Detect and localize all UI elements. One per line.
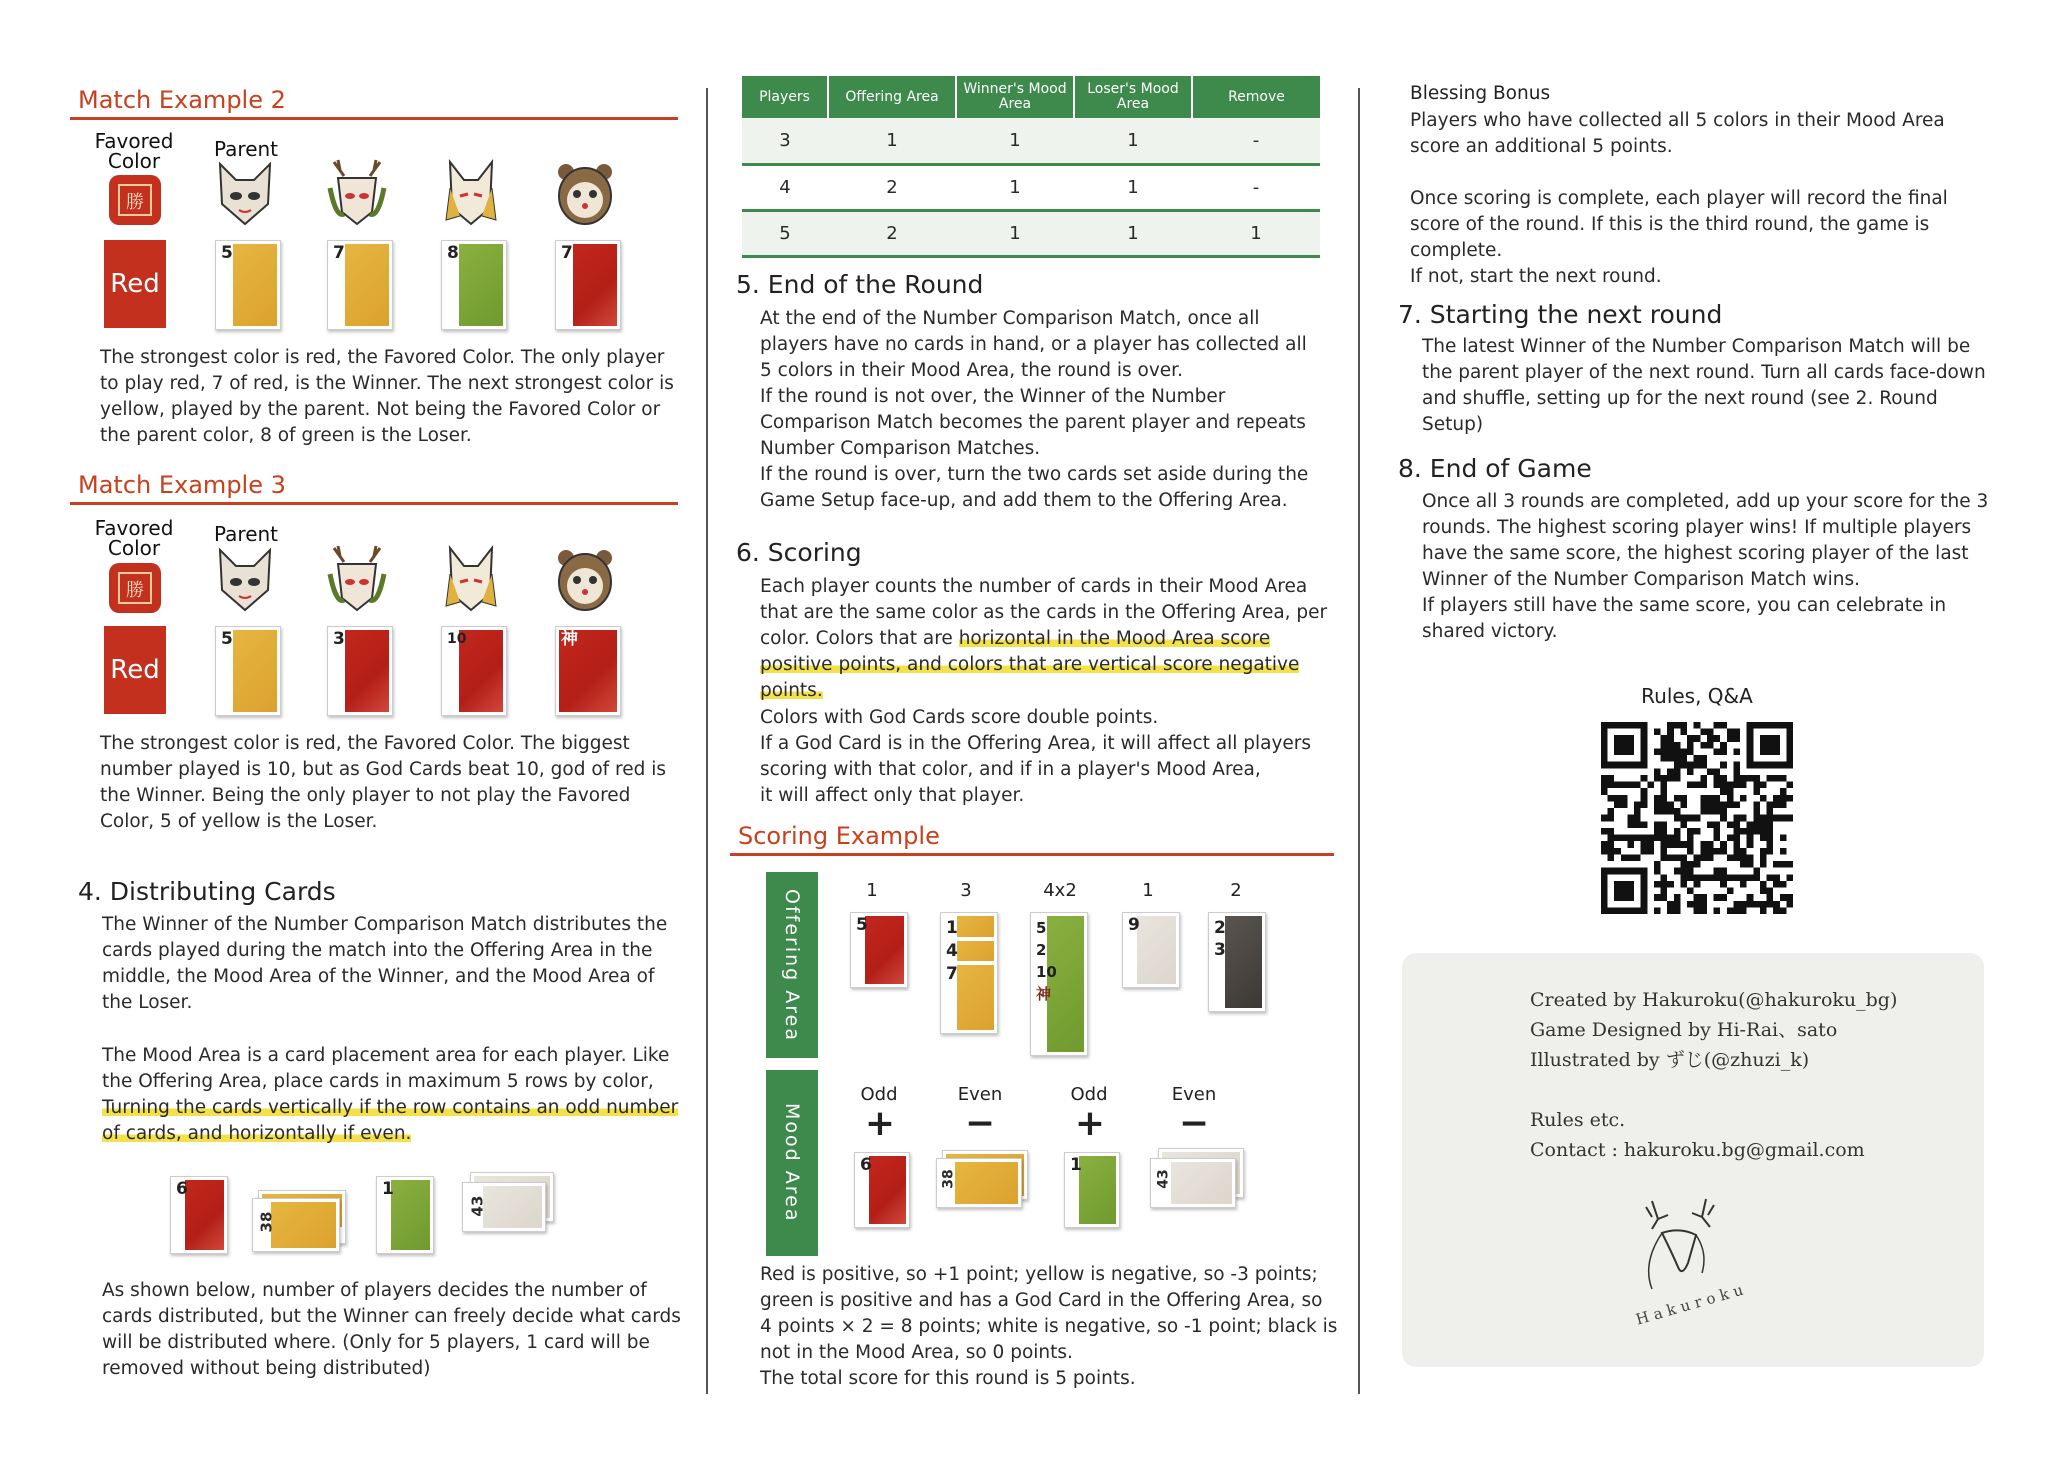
played-card: 5	[215, 240, 281, 330]
favored-color-label: Favored Color	[94, 516, 174, 560]
favored-color-red-box: Red	[104, 626, 166, 714]
offering-count: 3	[960, 880, 972, 901]
cat-mask-icon	[214, 158, 276, 228]
credit-line: Game Designed by Hi-Rai、sato	[1530, 1019, 1838, 1041]
section-rule	[70, 117, 678, 120]
played-card: 7	[555, 240, 621, 330]
played-card: 3	[327, 626, 393, 716]
match-example-3-text: The strongest color is red, the Favored Color. The biggest number played is 10, but as God Cards beat 10, god of red is the Winner. Being the only player to not play the Favored Color, 5 of yellow is the Loser.	[100, 733, 667, 832]
mood-card-red: 6	[854, 1152, 910, 1228]
credit-line: Illustrated by ずじ(@zhuzi_k)	[1530, 1049, 1810, 1071]
svg-text:勝: 勝	[126, 580, 144, 601]
parent-label: Parent	[214, 522, 279, 546]
table-row: 4 2 1 1 -	[742, 164, 1320, 210]
distribution-table	[742, 76, 1320, 258]
offering-count: 4x2	[1043, 880, 1077, 901]
scoring-p2: Colors with God Cards score double points. If a God Card is in the Offering Area, it will affect all players scoring with that color, and if in a player's Mood Area, it will affect only that player.	[760, 707, 1312, 806]
played-card: 5	[215, 626, 281, 716]
vertical-card-example: 6	[170, 1176, 228, 1254]
qr-label: Rules, Q&A	[1641, 684, 1753, 708]
deer-mask-icon	[326, 158, 388, 228]
favored-emblem-icon	[106, 560, 164, 616]
column-divider	[706, 88, 708, 1394]
parent-label: Parent	[214, 137, 279, 161]
column-divider	[1358, 88, 1360, 1394]
favored-emblem-icon	[106, 172, 164, 228]
parity-label: Odd	[1070, 1084, 1108, 1105]
table-header: Players	[742, 76, 828, 118]
end-of-game-title: 8. End of Game	[1398, 454, 1592, 483]
offering-area-label: Offering Area	[766, 872, 818, 1058]
end-of-round-text: At the end of the Number Comparison Match, once all players have no cards in hand, or a player has collected all 5 colors in their Mood Area, the round is over. If the round is not over, the Winner of the Number Comparison Match becomes the parent player and repeats Number Comparison Matches. If the round is over, turn the two cards set aside during the Game Setup face-up, and add them to the Offering Area.	[760, 308, 1309, 511]
table-header: Winner's Mood Area	[956, 76, 1074, 118]
favored-color-red-box: Red	[104, 240, 166, 328]
vertical-card-example: 1	[376, 1176, 434, 1254]
parity-label: Even	[957, 1084, 1003, 1105]
fox-mask-icon	[440, 544, 502, 614]
end-of-round-title: 5. End of the Round	[736, 270, 984, 299]
offering-card-red: 5	[850, 912, 908, 988]
match-example-2-title: Match Example 2	[78, 86, 286, 114]
tanuki-mask-icon	[554, 544, 616, 614]
mood-card-yellow: 38	[936, 1158, 1022, 1208]
highlight-scoring-text: horizontal in the Mood Area score positive points, and colors that are vertical score negative points.	[760, 628, 1300, 701]
distributing-p1: The Winner of the Number Comparison Match distributes the cards played during the match into the Offering Area in the middle, the Mood Area of the Winner, and the Mood Area of the Loser.	[102, 914, 668, 1013]
section-rule	[730, 853, 1334, 856]
table-header: Loser's Mood Area	[1074, 76, 1192, 118]
starting-next-round-title: 7. Starting the next round	[1398, 300, 1723, 329]
mood-card-green: 1	[1064, 1152, 1120, 1228]
scoring-p1: Each player counts the number of cards in their Mood Area that are the same color as the cards in the Offering Area, per color. Colors that are horizontal in the Mood Area score positive points, and colors that are vertical score negative points.	[760, 576, 1328, 701]
god-card: 神	[555, 626, 621, 716]
table-header: Remove	[1192, 76, 1320, 118]
horizontal-card-example: 43	[462, 1182, 546, 1232]
plus-sign: +	[864, 1103, 896, 1144]
offering-count: 2	[1230, 880, 1242, 901]
starting-next-round-text: The latest Winner of the Number Comparison Match will be the parent player of the next round. Turn all cards face-down and shuffle, setting up for the next round (see 2. Round Setup)	[1422, 336, 1986, 435]
offering-card-white: 9	[1122, 912, 1180, 988]
offering-count: 1	[866, 880, 878, 901]
offering-count: 1	[1142, 880, 1154, 901]
credits-box	[1402, 953, 1984, 1367]
credit-spacer	[1530, 1075, 1970, 1105]
played-card: 8	[441, 240, 507, 330]
played-card: 7	[327, 240, 393, 330]
cat-mask-icon	[214, 544, 276, 614]
fox-mask-icon	[440, 158, 502, 228]
offering-card-green: 5 2 10 神	[1030, 912, 1088, 1056]
minus-sign: −	[964, 1103, 996, 1144]
mood-card-white: 43	[1150, 1158, 1236, 1208]
mood-area-label: Mood Area	[766, 1070, 818, 1256]
blessing-bonus-text: Players who have collected all 5 colors in their Mood Area score an additional 5 points.	[1410, 110, 1945, 157]
offering-card-yellow: 1 4 7	[940, 912, 998, 1034]
credits-list	[1530, 985, 1970, 1165]
svg-text:勝: 勝	[126, 192, 144, 213]
final-score-text: Once scoring is complete, each player will record the final score of the round. If this is the third round, the game is complete. If not, start the next round.	[1410, 188, 1948, 287]
distributing-p3: As shown below, number of players decides the number of cards distributed, but the Winner can freely decide what cards will be distributed where. (Only for 5 players, 1 card will be removed without being distributed)	[102, 1280, 681, 1379]
table-header: Offering Area	[828, 76, 956, 118]
credit-line: Created by Hakuroku(@hakuroku_bg)	[1530, 989, 1898, 1011]
parity-label: Odd	[860, 1084, 898, 1105]
deer-mask-icon	[326, 544, 388, 614]
scoring-example-text: Red is positive, so +1 point; yellow is negative, so -3 points; green is positive and has a God Card in the Offering Area, so 4 points × 2 = 8 points; white is negative, so -1 point; black is not in the Mood Area, so 0 points. The total score for this round is 5 points.	[760, 1264, 1338, 1389]
qr-code-icon[interactable]	[1601, 722, 1793, 914]
favored-color-label: Favored Color	[94, 129, 174, 173]
highlight-rule-text: Turning the cards vertically if the row contains an odd number of cards, and horizontally if even.	[102, 1097, 679, 1144]
table-row: 5 2 1 1 1	[742, 210, 1320, 256]
plus-sign: +	[1074, 1103, 1106, 1144]
contact-email[interactable]: Contact : hakuroku.bg@gmail.com	[1530, 1139, 1865, 1161]
scoring-title: 6. Scoring	[736, 538, 862, 567]
section-rule	[70, 502, 678, 505]
logo-text: Hakuroku	[1633, 1279, 1750, 1329]
distributing-p2: The Mood Area is a card placement area for each player. Like the Offering Area, place cards in maximum 5 rows by color, Turning the cards vertically if the row contains an odd number of cards, and horizontally if even.	[102, 1045, 679, 1144]
scoring-example-title: Scoring Example	[738, 822, 940, 850]
distributing-cards-title: 4. Distributing Cards	[78, 877, 336, 906]
table-row: 3 1 1 1 -	[742, 118, 1320, 164]
parity-label: Even	[1171, 1084, 1217, 1105]
horizontal-card-example: 38	[252, 1198, 340, 1252]
tanuki-mask-icon	[554, 158, 616, 228]
blessing-bonus-title: Blessing Bonus	[1410, 83, 1551, 104]
match-example-3-title: Match Example 3	[78, 471, 286, 499]
credit-line: Rules etc.	[1530, 1109, 1626, 1131]
offering-card-black: 2 3	[1208, 912, 1266, 1012]
minus-sign: −	[1178, 1103, 1210, 1144]
played-card: 10	[441, 626, 507, 716]
end-of-game-text: Once all 3 rounds are completed, add up your score for the 3 rounds. The highest scoring player wins! If multiple players have the same score, the highest scoring player of the last Winner of the Number Comparison Match wins. If players still have the same score, you can celebrate in shared victory.	[1422, 491, 1989, 642]
match-example-2-text: The strongest color is red, the Favored Color. The only player to play red, 7 of red, is the Winner. The next strongest color is yellow, played by the parent. Not being the Favored Color or the parent color, 8 of green is the Loser.	[100, 347, 674, 446]
